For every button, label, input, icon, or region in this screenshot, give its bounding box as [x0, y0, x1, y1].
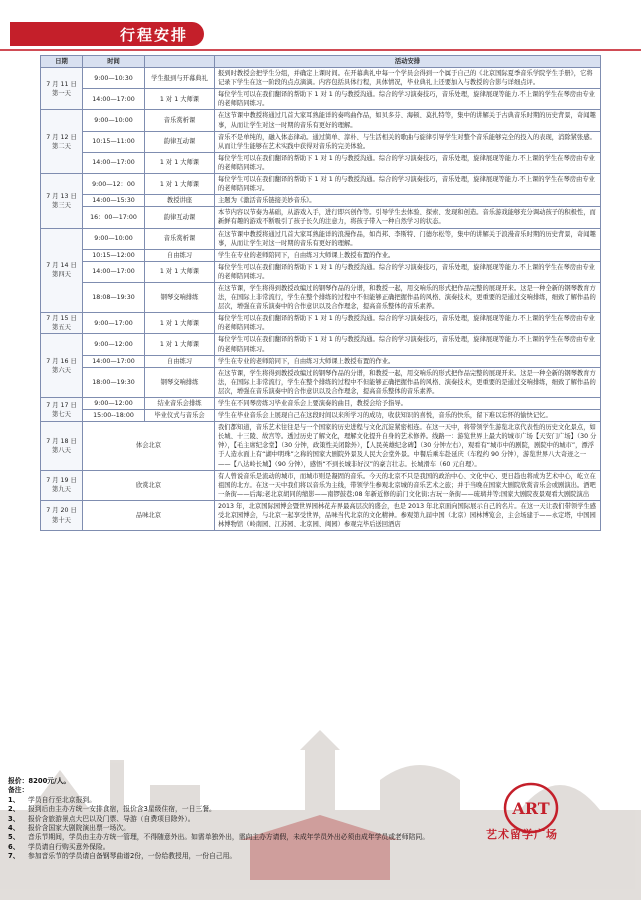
table-row: [41, 228, 601, 249]
note-number: 7、: [8, 852, 20, 861]
time-cell: 18:00—19:30: [83, 367, 145, 397]
time-cell: 15:00-‐18:00: [83, 410, 145, 422]
desc-cell: 本节内容以节奏为基础，从游戏入手，进行即兴创作等。引导学生去体验、探索、发现和创造。音乐游戏能够充分调动孩子的积极性，而新鲜有趣的游戏不断吸引了孩子长久的注意力，将孩子带入一种自然学习的状态。: [215, 207, 601, 228]
time-cell: 14:00—17:00: [83, 89, 145, 110]
table-row: [41, 500, 601, 530]
item-cell: 1 对 1 大师课: [145, 261, 215, 282]
desc-cell: 学生在专业的老师陪同下，自由练习大师课上教授布置的作业。: [215, 249, 601, 261]
item-cell: 1 对 1 大师课: [145, 152, 215, 173]
table-row: [41, 410, 601, 422]
desc-cell: 在这节课中教授将通过几首大家耳熟能详的奏鸣曲作品，如贝多芬、海顿、莫扎特等，集中的讲解关于古典音乐时期的历史背景，奇闻趣事，从而让学生对这一时期的音乐有更好的理解。: [215, 110, 601, 131]
theme-cell: 品味北京: [83, 500, 215, 530]
desc-cell: 2013 年，北京国际园博会暨世界园林花卉界最高层次的盛会，也是 2013 年北京面向国际展示自己的名片。在这一天让我们带领学生感受北京园博会，与北京一起享受世界，品味当代北京的文化精神。参观第九届中国（北京）园林博览会，主会场建于——永定塔，中国园林博物馆（岭南园、江苏园、北京园、闽园）参观完毕后送回酒店: [215, 500, 601, 530]
time-cell: 16：00—17:00: [83, 207, 145, 228]
desc-cell: 每位学生可以在我们翻译的帮助下 1 对 1 的与教授沟通。综合的学习演奏技巧，音乐处理，旋律展现等能力.不上课的学生在琴房由专业的老师陪同练习。: [215, 313, 601, 334]
list-item: [8, 805, 438, 814]
table-row: [41, 355, 601, 367]
table-row: [41, 68, 601, 89]
item-cell: 音乐赏析课: [145, 228, 215, 249]
list-item: [8, 833, 438, 842]
table-row: [41, 207, 601, 228]
time-cell: 9:00—10:00: [83, 110, 145, 131]
table-row: [41, 422, 601, 470]
time-cell: 9:00—17:00: [83, 313, 145, 334]
list-item: [8, 815, 438, 824]
desc-cell: 每位学生可以在我们翻译的帮助下 1 对 1 的与教授沟通。综合的学习演奏技巧，音乐处理，旋律展现等能力.不上课的学生在琴房由专业的老师陪同练习。: [215, 334, 601, 355]
table-row: [41, 131, 601, 152]
table-row: [41, 313, 601, 334]
time-cell: 14:00—17:00: [83, 261, 145, 282]
svg-text:ART: ART: [512, 799, 550, 818]
note-text: 学员自行至北京报到。: [28, 795, 96, 804]
note-text: 学员请自行购买意外保险。: [28, 842, 110, 851]
time-cell: 9:00—12：00: [83, 174, 145, 195]
desc-cell: 音乐不是单纯的，融入体态律动。通过简单、淳朴、与生活相关的歌曲与旋律引导学生对整个音乐能够完全的投入的表现，消除紧张感。从而让学生能够在艺术实践中获得对音乐的完美体验。: [215, 131, 601, 152]
item-cell: 教授讲座: [145, 195, 215, 207]
art-logo-icon: [479, 780, 603, 860]
list-item: [8, 796, 438, 805]
time-cell: 18:08—19:30: [83, 282, 145, 312]
desc-cell: 我们都知道，音乐艺术往往是与一个国家的历史进程与文化沉淀紧密相连。在这一天中，将带领学生游览北京代表性的历史文化景点，如长城、十三陵、故宫等。透过历史了解文化，理解文化提升自身的艺术修养。线路一：游览世界上最大的城市广场【天安门广场】（30 分钟），【毛主席纪念堂】（30 分钟，政策性关闭除外），【人民英雄纪念碑】（30 分钟左右），观看有“城市中的剧院，剧院中的城市”，漂浮于人造水面上有“湖中明珠”之称的国家大剧院外景及人民大会堂外景。中餐后乘车赴延庆（车程约 90 分钟），游览世界八大奇迹之一——【八达岭长城】（90 分钟），感悟“不到长城非好汉”的豪言壮志。长城滑车（60 元自理）。: [215, 422, 601, 470]
header-time: 时间: [83, 56, 145, 68]
item-cell: 自由练习: [145, 355, 215, 367]
date-cell: 7 月 17 日 第七天: [41, 398, 83, 422]
note-text: 音乐节期间，学员由主办方统一管理，不得随意外出。如需单独外出，需向主办方请假，未成年学员外出必须由成年学员或老师陪同。: [28, 833, 430, 842]
item-cell: 钢琴交响排练: [145, 367, 215, 397]
note-text: 参加音乐节的学员请自备钢琴曲谱2份，一份给教授用，一份自己用。: [28, 852, 237, 861]
notes-section: [8, 777, 438, 862]
title-divider: [0, 49, 641, 51]
table-row: [41, 249, 601, 261]
notes-list: [8, 796, 438, 862]
item-cell: 学生报到与开幕典礼: [145, 68, 215, 89]
table-row: [41, 282, 601, 312]
date-cell: 7 月 15 日 第五天: [41, 313, 83, 334]
time-cell: 10:15—12:00: [83, 249, 145, 261]
item-cell: 音乐赏析课: [145, 110, 215, 131]
header-activity: 活动安排: [215, 56, 601, 68]
table-row: [41, 152, 601, 173]
note-number: 2、: [8, 805, 20, 814]
date-cell: 7 月 12 日 第二天: [41, 110, 83, 174]
note-number: 1、: [8, 795, 20, 804]
note-number: 6、: [8, 842, 20, 851]
table-row: [41, 110, 601, 131]
date-cell: 7 月 16 日 第六天: [41, 334, 83, 398]
desc-cell: 在这节课，学生将得到教授改编过的钢琴作品的分谱，和教授一起，用交响乐的形式把作品完整的展现开来。这是一种全新的钢琴教育方法，在国际上非常流行，学生在整个排练的过程中不但能够正确把握作品的风格、演奏技术，更重要的是通过交响排练，细致了解作品的层次，增强在音乐演奏中的合作意识以及合作理念，提高音乐整体的音乐素养。: [215, 367, 601, 397]
note-number: 5、: [8, 833, 20, 842]
table-header-row: [41, 56, 601, 68]
date-cell: 7 月 13 日 第三天: [41, 174, 83, 228]
desc-cell: 在这节课，学生将得到教授改编过的钢琴作品的分谱，和教授一起，用交响乐的形式把作品完整的展现开来。这是一种全新的钢琴教育方法，在国际上非常流行，学生在整个排练的过程中不但能够正确把握作品的风格、演奏技术，更重要的是通过交响排练，细致了解作品的层次，增强在音乐演奏中的合作意识以及合作理念，提高音乐整体的音乐素养。: [215, 282, 601, 312]
note-number: 3、: [8, 814, 20, 823]
note-number: 4、: [8, 824, 20, 833]
header-date: 日期: [41, 56, 83, 68]
date-cell: 7 月 11 日 第一天: [41, 68, 83, 110]
table-row: [41, 398, 601, 410]
time-cell: 9:00—10:00: [83, 228, 145, 249]
schedule-table: [40, 55, 601, 531]
item-cell: 毕业仪式与音乐会: [145, 410, 215, 422]
note-text: 报价含国家大剧院演出票一场次。: [28, 824, 130, 833]
table-row: [41, 174, 601, 195]
desc-cell: 每位学生可以在我们翻译的帮助下 1 对 1 的与教授沟通。综合的学习演奏技巧，音乐处理，旋律展现等能力.不上课的学生在琴房由专业的老师陪同练习。: [215, 174, 601, 195]
note-text: 报价含旅游景点大巴以及门票、导游（自费项目除外）。: [28, 814, 195, 823]
item-cell: 钢琴交响排练: [145, 282, 215, 312]
item-cell: 结业音乐会排练: [145, 398, 215, 410]
item-cell: 自由练习: [145, 249, 215, 261]
desc-cell: 每位学生可以在我们翻译的帮助下 1 对 1 的与教授沟通。综合的学习演奏技巧，音乐处理，旋律展现等能力.不上课的学生在琴房由专业的老师陪同练习。: [215, 89, 601, 110]
item-cell: 1 对 1 大师课: [145, 89, 215, 110]
table-row: [41, 195, 601, 207]
time-cell: 14:00—17:00: [83, 355, 145, 367]
table-row: [41, 470, 601, 500]
desc-cell: 学生在专业的老师陪同下，自由练习大师课上教授布置的作业。: [215, 355, 601, 367]
list-item: [8, 852, 438, 861]
time-cell: 14:00—17:00: [83, 152, 145, 173]
section-title-bar: [18, 22, 204, 46]
table-row: [41, 334, 601, 355]
theme-cell: 欣赏北京: [83, 470, 215, 500]
section-title: 行程安排: [120, 26, 189, 44]
brand-name: 艺术留学广场: [486, 828, 558, 841]
time-cell: 9:00—10:30: [83, 68, 145, 89]
desc-cell: 学生在毕业音乐会上展现自己在这段时间以来所学习的成功，收获知识的喜悦，音乐的快乐，留下难以忘怀的愉快记忆。: [215, 410, 601, 422]
desc-cell: 每位学生可以在我们翻译的帮助下 1 对 1 的与教授沟通。综合的学习演奏技巧，音乐处理，旋律展现等能力.不上课的学生在琴房由专业的老师陪同练习。: [215, 152, 601, 173]
item-cell: 韵律互动课: [145, 131, 215, 152]
desc-cell: 在这节课中教授将通过几首大家耳熟能详的浪漫作品，如肖邦、李斯特、门德尔松等，集中的讲解关于浪漫音乐时期的历史背景，奇闻趣事，从而让学生对这一时期的音乐有更好的理解。: [215, 228, 601, 249]
date-cell: 7 月 19 日 第九天: [41, 470, 83, 500]
date-cell: 7 月 14 日 第四天: [41, 228, 83, 313]
time-cell: 9:00—12:00: [83, 398, 145, 410]
table-row: [41, 261, 601, 282]
notes-header: 备注：: [8, 786, 29, 795]
list-item: [8, 843, 438, 852]
price-text: 报价：8200元/人。: [8, 777, 71, 785]
time-cell: 14:00—15:30: [83, 195, 145, 207]
desc-cell: 有人曾说音乐是流动的城市，而城市则是凝固的音乐。今天的北京不只是我国的政治中心、文化中心、更日趋也将成为艺术中心，屹立在祖国的北方。在这一天中我们将以音乐为主线，带领学生参观北京城的音乐艺术之旅；并于当晚在国家大剧院欣赏音乐会或剧演出。酒吧一条街——后海;老北京胡同的缩影——南锣鼓巷;08 年新近修的前门文化街;古玩一条街——琉璃井等;国家大剧院夜景观看大剧院演出: [215, 470, 601, 500]
schedule-body: [41, 68, 601, 531]
theme-cell: 体会北京: [83, 422, 215, 470]
item-cell: 1 对 1 大师课: [145, 174, 215, 195]
date-cell: 7 月 18 日 第八天: [41, 422, 83, 470]
desc-cell: 报到时教授会把学生分组，并确定上课时间。在开幕典礼中每一个学员会得到一个属于自己的《北京国际夏季音乐学院学生手册》，它将记录下学生在这一阶段的点点滴滴。内容包括具体行程，具体情况，毕业典礼上还要加入与教授的合影与详细点评。: [215, 68, 601, 89]
item-cell: 1 对 1 大师课: [145, 334, 215, 355]
time-cell: 10:15—11:00: [83, 131, 145, 152]
date-cell: 7 月 20 日 第十天: [41, 500, 83, 530]
note-text: 报到后由主办方统一安排食宿，报价含3星级住宿，一日三餐。: [28, 805, 216, 814]
table-row: [41, 89, 601, 110]
desc-cell: 学生在不同琴房练习毕业音乐会上要演奏的曲目，教授会给予指导。: [215, 398, 601, 410]
desc-cell: 每位学生可以在我们翻译的帮助下 1 对 1 的与教授沟通。综合的学习演奏技巧，音乐处理，旋律展现等能力.不上课的学生在琴房由专业的老师陪同练习。: [215, 261, 601, 282]
desc-cell: 主题为《激活音乐链接美妙音乐》。: [215, 195, 601, 207]
header-item: [145, 56, 215, 68]
table-row: [41, 367, 601, 397]
item-cell: 韵律互动课: [145, 207, 215, 228]
item-cell: 1 对 1 大师课: [145, 313, 215, 334]
time-cell: 9:00—12:00: [83, 334, 145, 355]
